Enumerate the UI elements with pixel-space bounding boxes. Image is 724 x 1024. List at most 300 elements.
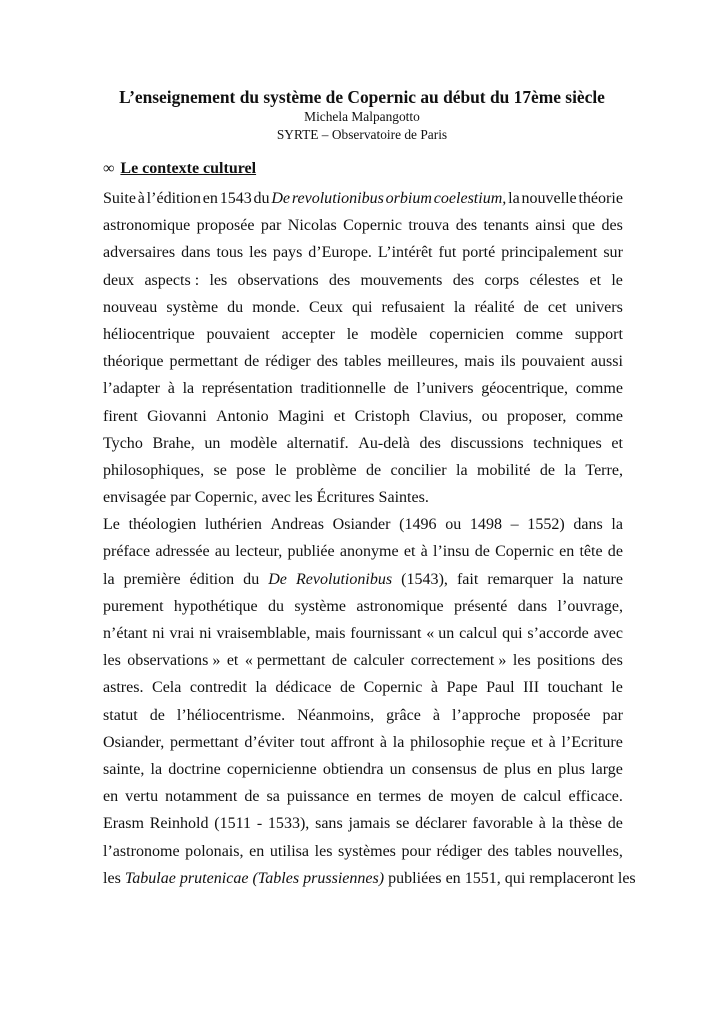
word: mais [464,353,495,371]
word: Néanmoins, [297,706,375,724]
word: dans [573,516,603,534]
word: dédicace [275,679,332,697]
word: astres. [103,679,144,697]
word: adressée [155,543,210,561]
word: édition [189,570,235,588]
word: des [316,353,339,371]
word: de [339,679,356,697]
infinity-bullet-icon: ∞ [103,160,115,177]
word: traditionnelle [300,380,386,398]
word: l’édition [146,190,201,207]
word: aussi [590,353,623,371]
word: vertu [125,788,159,806]
word: Copernic [495,543,554,561]
word: ou [481,407,498,425]
text-line [103,239,623,266]
word: ainsi [535,217,566,235]
text-line [103,430,623,457]
word: la [392,733,405,751]
word: « un [426,625,455,642]
word: publiées [388,869,442,887]
text-line [103,702,623,729]
text-line [103,375,623,402]
word: l’adapter [103,380,160,398]
word: d’Europe. [308,244,372,262]
word: obtiendra [322,760,384,778]
word: du [243,570,260,588]
word: De [268,570,287,588]
word: proposer, [506,407,567,425]
text-line [103,593,623,620]
word: adversaires [103,244,176,262]
word: que [571,217,596,235]
word: un [389,760,406,778]
word: permettant [170,733,239,751]
word: géocentrique, [481,380,569,398]
word: consensus [411,760,477,778]
word: la [182,380,195,398]
word: de [501,788,517,806]
word: système [166,298,219,316]
word: à [538,815,546,833]
word: ni [199,625,212,642]
word: statut [103,706,138,724]
word: mais [315,625,346,642]
text-line [103,321,623,348]
word: purement [103,597,164,615]
word: les [314,842,333,860]
word: polonais, [185,842,244,860]
word: modèle [230,434,278,452]
word: pays [272,244,303,262]
word: alternatif. [286,434,349,452]
word: théorie [578,190,623,207]
word: tenants [483,217,529,235]
word: dans [517,597,548,615]
word: meilleures, [387,353,459,371]
word: en [356,788,372,806]
word: le [346,325,359,343]
word: célestes [529,271,580,289]
word: Suite [103,190,136,207]
word: Osiander [332,516,391,534]
word: Giovanni [147,407,207,425]
word: de [482,760,499,778]
word: favorable [472,815,534,833]
word: rédiger [265,353,311,371]
word: des [601,652,623,670]
word: et [531,733,543,751]
word: qui [502,625,523,642]
word: les [294,489,313,507]
text-line [103,865,636,892]
word: copernicien [429,325,504,343]
word: comme [575,380,623,398]
word: la [508,190,520,207]
word: pouvaient [206,325,270,343]
word: et [611,434,623,452]
word: nouvelle [521,190,577,207]
word: calculer [353,652,405,670]
text-line [103,566,623,593]
word: 1533), [267,815,310,833]
word: 1551, [464,869,501,887]
word: anonyme [339,543,399,561]
word: de [244,353,260,371]
word: à [420,543,428,561]
word: l’approche [452,706,521,724]
word: des [455,217,478,235]
text-line [103,403,623,430]
word: le [275,461,287,479]
word: le [611,271,623,289]
word: la [551,815,564,833]
word: Cristoph [354,407,410,425]
word: le [611,679,623,697]
word: univers [575,298,623,316]
word: systèmes [338,842,396,860]
word: les [209,271,228,289]
word: refusaient [381,298,445,316]
word: termes [378,788,422,806]
word: Andreas [270,516,324,534]
word: (Tables [252,869,300,887]
text-line [103,538,623,565]
word: l’ouvrage, [557,597,623,615]
word: cet [547,298,567,316]
word: lecteur, [235,543,283,561]
word: à [137,190,145,207]
word: de [474,543,490,561]
word: des [487,842,509,860]
word: firent [103,407,138,425]
word: accepter [281,325,335,343]
word: 1498 [469,516,502,534]
word: remplaceront [529,869,614,887]
text-line [103,212,623,239]
word: s’accorde [527,625,589,642]
word: sainte, [103,760,145,778]
word: porté [462,244,496,262]
word: Paul [486,679,515,697]
word: utilisa [269,842,310,860]
text-line [103,647,623,674]
word: des [328,271,351,289]
word: Copernic [363,679,423,697]
word: plus [504,760,531,778]
word: l’héliocentrisme. [176,706,286,724]
section-header [103,158,256,180]
word: en [202,190,218,207]
word: correctement » [410,652,507,670]
word: la [453,298,466,316]
word: et [403,543,416,561]
word: n’étant [103,625,148,642]
word: mobilité [477,461,531,479]
word: philosophie [410,733,485,751]
text-line [103,267,623,294]
word: ils [500,353,516,371]
word: corps [484,271,520,289]
word: observations [237,271,319,289]
word: de [539,461,555,479]
word: prutenicae [179,869,249,887]
word: Cela [152,679,182,697]
word: et [226,652,239,670]
word: moyen [450,788,494,806]
word: ni [152,625,165,642]
word: comme [575,407,623,425]
word: en [537,760,553,778]
word: copernicienne [226,760,317,778]
word: mouvements [360,271,443,289]
word: et [589,271,602,289]
word: à [379,733,387,751]
word: les [103,652,121,670]
text-line [103,783,623,810]
word: Au-delà [358,434,410,452]
word: envisagée [103,489,167,507]
word: par [602,706,623,724]
word: Copernic, [194,489,258,507]
word: des [419,434,441,452]
word: ou [445,516,462,534]
word: Erasm [103,815,144,833]
word: – [510,516,519,534]
text-line [103,838,623,865]
word: astronomique [356,597,444,615]
word: principalement [501,244,598,262]
word: (1543), [401,570,448,588]
word: Antonio [216,407,269,425]
word: problème [296,461,357,479]
word: héliocentrique [103,325,195,343]
word: de [244,788,260,806]
text-line [103,620,623,647]
word: la [562,570,574,588]
word: l’Ecriture [561,733,623,751]
word: Clavius, [419,407,473,425]
word: fut [438,244,457,262]
word: sans [315,815,343,833]
word: théologien [128,516,197,534]
word: de [393,380,409,398]
word: 1552) [527,516,565,534]
word: de [149,706,165,724]
body-text [103,185,636,892]
word: concilier [390,461,447,479]
word: Saintes. [378,489,429,507]
word: touchant [547,679,603,697]
word: en [103,788,119,806]
word: support [574,325,623,343]
word: hypothétique [173,597,258,615]
word: proposée [532,706,591,724]
word: (1511 [214,815,252,833]
word: les [103,869,121,887]
text-line [103,294,623,321]
word: De [271,190,291,207]
word: pour [401,842,431,860]
text-line [103,348,623,375]
word: revolutionibus [291,190,384,207]
word: Copernic [343,217,402,235]
author-affiliation: SYRTE – Observatoire de Paris [276,127,448,142]
word: notamment [165,788,238,806]
word: l’insu [432,543,470,561]
text-line [103,511,623,538]
word: (1496 [399,516,437,534]
word: nouveau [103,298,158,316]
word: de [331,652,348,670]
word: plus [558,760,586,778]
word: préface [103,543,151,561]
word: coelestium, [433,190,507,207]
word: les [249,244,267,262]
word: nouvelles, [557,842,623,860]
word: première [123,570,181,588]
word: nature [582,570,623,588]
paragraph [103,185,623,511]
word: reçue [490,733,526,751]
word: de [366,461,382,479]
section-heading: Le contexte culturel [120,160,257,177]
word: la [564,461,576,479]
word: au [214,543,231,561]
word: l’univers [416,380,474,398]
word: jamais [348,815,391,833]
text-line [103,457,623,484]
word: Brahe, [152,434,195,452]
word: Nicolas [287,217,337,235]
word: la [103,570,115,588]
word: aspects : [144,271,200,289]
word: par [170,489,191,507]
word: efficace. [568,788,623,806]
word: à [548,733,556,751]
word: sur [603,244,623,262]
word: qui [351,298,373,316]
word: qui [504,869,526,887]
word: du [267,597,284,615]
word: monde. [252,298,300,316]
word: dans [181,244,211,262]
word: tables [514,842,552,860]
word: de [607,543,623,561]
word: la [255,679,267,697]
word: avec [593,625,623,642]
word: fournissant [350,625,422,642]
word: comme [515,325,564,343]
word: L’intérêt [377,244,433,262]
text-line [103,484,623,511]
word: de [523,298,539,316]
word: proposée [196,217,255,235]
text-line [103,729,623,756]
word: orbium [385,190,432,207]
word: du [227,298,244,316]
text-line [103,674,623,701]
word: de [428,788,444,806]
word: calcul [523,788,562,806]
word: Écritures [316,489,375,507]
word: à [167,380,175,398]
word: large [591,760,623,778]
word: les [512,652,531,670]
word: doctrine [168,760,221,778]
word: par [260,217,282,235]
word: remarquer [487,570,554,588]
word: vrai [169,625,195,642]
word: la [611,516,623,534]
word: tous [216,244,244,262]
word: sa [266,788,280,806]
word: pose [236,461,266,479]
word: présenté [454,597,508,615]
word: discussions [450,434,524,452]
paragraph [103,511,636,892]
word: réalité [474,298,515,316]
word: Reinhold [149,815,209,833]
word: permettant [169,353,239,371]
text-line [103,756,623,783]
word: en [559,543,575,561]
word: à [430,679,438,697]
word: Le [103,516,120,534]
word: Tabulae [124,869,176,887]
word: Magini [278,407,325,425]
word: III [523,679,540,697]
word: modèle [370,325,418,343]
paper-title: L’enseignement du système de Copernic au début du 17ème siècle [119,87,605,107]
word: un [204,434,221,452]
word: la [456,461,468,479]
word: la [150,760,163,778]
word: les [617,869,636,887]
word: publiée [287,543,335,561]
word: déclarer [415,815,467,833]
word: puissance [286,788,350,806]
word: Tycho [103,434,143,452]
word: d’éviter [244,733,295,751]
word: se [396,815,410,833]
word: grâce [386,706,421,724]
word: représentation [201,380,293,398]
word: de [607,815,623,833]
text-line [103,810,623,837]
word: avec [261,489,291,507]
word: thèse [569,815,602,833]
word: pouvaient [521,353,585,371]
word: l’astronome [103,842,180,860]
word: tête [579,543,603,561]
word: des [452,271,475,289]
word: des [601,217,623,235]
word: système [294,597,347,615]
word: rédiger [436,842,482,860]
word: Revolutionibus [295,570,393,588]
word: - [256,815,263,833]
word: se [213,461,227,479]
word: Pape [446,679,478,697]
word: 1543 [219,190,252,207]
word: Ceux [309,298,343,316]
word: luthérien [204,516,262,534]
word: tout [300,733,325,751]
word: théorique [103,353,164,371]
word: techniques [533,434,602,452]
word: observations » [127,652,221,670]
